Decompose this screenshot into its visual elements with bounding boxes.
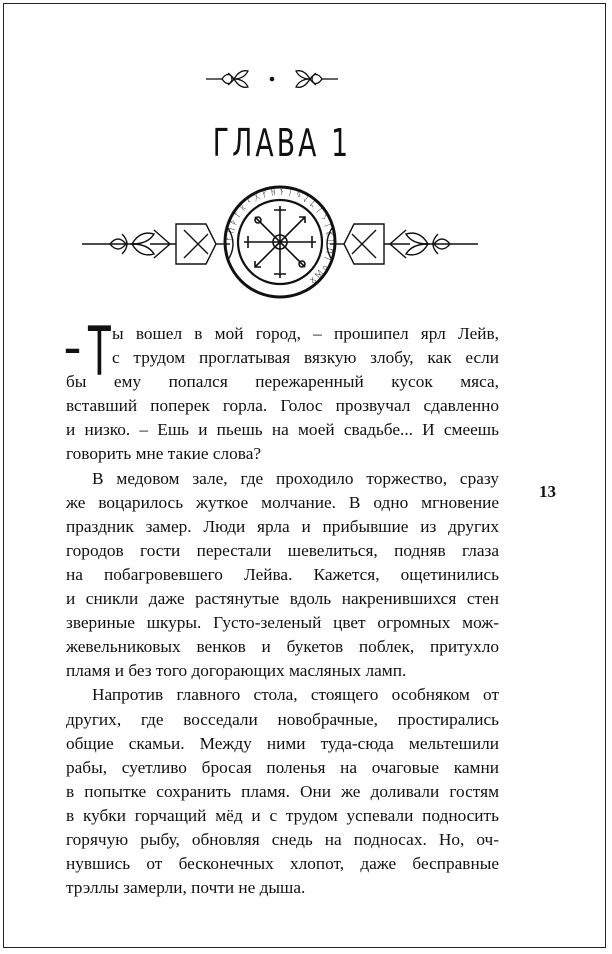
text-line: звериные шкуры. Густо-зеленый цвет огромных мож-: [66, 613, 499, 633]
text-line: говорить мне такие слова?: [66, 444, 262, 464]
text-line: в попытке сохранить пламя. Они же доливали гостям: [66, 781, 499, 801]
text-line: рабы, суетливо бросая поленья на очаговые камни: [66, 757, 499, 777]
paragraph-1: [66, 322, 499, 467]
vegvisir-emblem-icon: [80, 184, 480, 304]
drop-cap-dash: –: [64, 329, 81, 369]
paragraph-2: [66, 467, 499, 684]
knotwork-divider-icon: [202, 64, 342, 94]
text-line: и низко. – Ешь и пьешь на моей свадьбе... И смеешь: [66, 420, 499, 440]
text-line: праздник замер. Люди ярла и прибывшие из других: [66, 516, 499, 536]
text-line: Напротив главного стола, стоящего особняком от: [92, 685, 499, 705]
text-line: горячую рыбу, обновляя снедь на подносах. Но, оч-: [66, 829, 499, 849]
text-line: жевельниковых венков и букетов поблек, притухло: [66, 637, 499, 657]
body-text: [64, 313, 499, 900]
text-line: и сникли даже растянутые вдоль накренившихся стен: [66, 589, 499, 609]
text-line: с трудом проглатывая вязкую злобу, как если: [112, 348, 499, 368]
text-line: других, где восседали новобрачные, простирались: [66, 709, 499, 729]
chapter-title: ГЛАВА 1: [212, 121, 352, 165]
text-line: же воцарилось жуткое молчание. В одно мгновение: [66, 492, 499, 512]
text-line: на побагровевшего Лейва. Кажется, ощетинились: [66, 564, 499, 584]
text-line: трэллы замерли, почти не дыша.: [66, 878, 306, 898]
paragraph-3: [66, 683, 499, 900]
text-line: нувшись от бесконечных хлопот, даже бесправные: [66, 854, 499, 874]
text-line: пламя и без того догорающих масляных ламп.: [66, 661, 407, 681]
rune-ring: ᚠᚢᚦᚨᚱᚲᚷᚹᚺᚾᛁᛃᛇᛈᛉᛊᛏᛒᛖᛗᛚᛜᛞᛟ: [223, 185, 337, 288]
text-line: вставший поперек горла. Голос прозвучал сдавленно: [66, 396, 499, 416]
drop-cap: [64, 313, 111, 394]
book-page: [3, 3, 606, 948]
page-number: 13: [539, 482, 556, 501]
text-line: в кубки горчащий мёд и с трудом успевали подносить: [66, 805, 499, 825]
text-line: городов гости перестали шевелиться, подняв глаза: [66, 540, 499, 560]
text-line: общие скамьи. Между ними туда-сюда мельтешили: [66, 733, 499, 753]
text-line: ы вошел в мой город, – прошипел ярл Лейв,: [112, 324, 499, 343]
text-line: В медовом зале, где проходило торжество, сразу: [92, 468, 499, 488]
text-line: бы ему попался пережаренный кусок мяса,: [66, 372, 499, 392]
drop-cap-letter: Т: [88, 313, 111, 392]
